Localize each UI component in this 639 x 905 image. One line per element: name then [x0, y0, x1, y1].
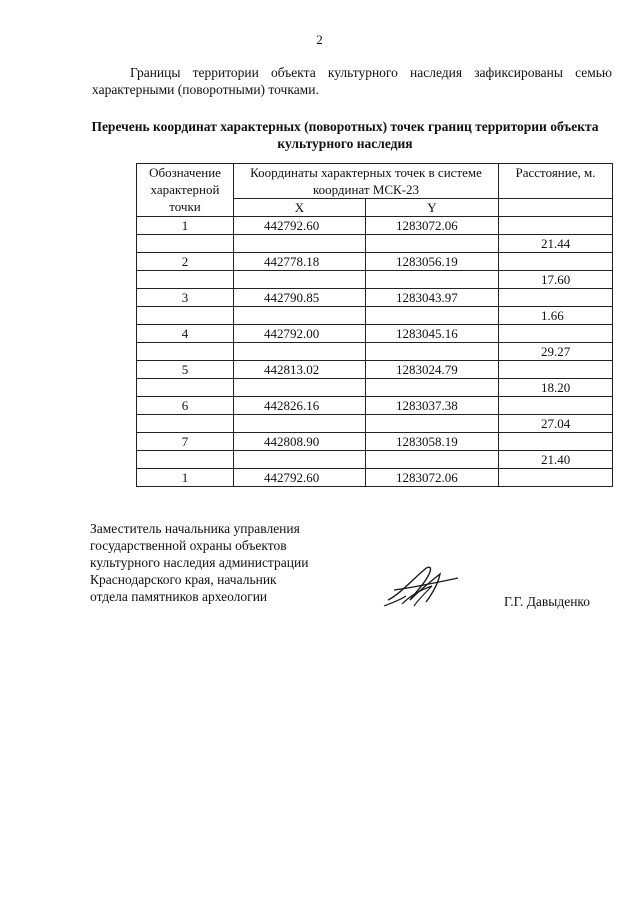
distance-cell [499, 361, 613, 379]
distance-cell: 27.04 [499, 415, 613, 433]
x-coordinate-cell: 442792.60 [234, 469, 366, 487]
point-cell: 6 [137, 397, 234, 415]
table-row [137, 235, 613, 253]
point-cell [137, 235, 234, 253]
point-cell [137, 307, 234, 325]
table-row [137, 379, 613, 397]
x-coordinate-cell: 442813.02 [234, 361, 366, 379]
x-coordinate-cell: 442778.18 [234, 253, 366, 271]
y-coordinate-cell: 1283043.97 [366, 289, 499, 307]
x-coordinate-cell [234, 415, 366, 433]
x-coordinate-cell: 442790.85 [234, 289, 366, 307]
x-coordinate-cell [234, 451, 366, 469]
y-coordinate-cell: 1283058.19 [366, 433, 499, 451]
handwritten-signature [380, 560, 470, 608]
distance-cell [499, 397, 613, 415]
x-coordinate-cell: 442826.16 [234, 397, 366, 415]
y-coordinate-cell: 1283037.38 [366, 397, 499, 415]
distance-cell [499, 289, 613, 307]
y-coordinate-cell [366, 379, 499, 397]
distance-cell: 17.60 [499, 271, 613, 289]
table-row [137, 307, 613, 325]
header-distance-empty [499, 199, 613, 217]
header-point-designation: Обозначение характерной точки [137, 164, 234, 217]
intro-paragraph: Границы территории объекта культурного наследия зафиксированы семью характерными (поворотными) точками. [92, 65, 612, 97]
x-coordinate-cell: 442808.90 [234, 433, 366, 451]
y-coordinate-cell [366, 235, 499, 253]
distance-cell: 21.40 [499, 451, 613, 469]
table-row [137, 415, 613, 433]
table-heading: Перечень координат характерных (поворотных) точек границ территории объекта культурного наследия [91, 119, 599, 151]
point-cell: 2 [137, 253, 234, 271]
y-coordinate-cell [366, 415, 499, 433]
x-coordinate-cell [234, 307, 366, 325]
distance-cell [499, 469, 613, 487]
table-row [137, 253, 613, 271]
y-coordinate-cell: 1283072.06 [366, 217, 499, 235]
point-cell [137, 343, 234, 361]
x-coordinate-cell [234, 379, 366, 397]
point-cell [137, 379, 234, 397]
table-row [137, 433, 613, 451]
table-row [137, 325, 613, 343]
y-coordinate-cell: 1283045.16 [366, 325, 499, 343]
signature-line: Заместитель начальника управления [90, 521, 300, 536]
x-coordinate-cell: 442792.00 [234, 325, 366, 343]
y-coordinate-cell: 1283072.06 [366, 469, 499, 487]
y-coordinate-cell [366, 451, 499, 469]
header-coordinates: Координаты характерных точек в системе координат МСК-23 [234, 164, 499, 199]
y-coordinate-cell [366, 271, 499, 289]
point-cell [137, 271, 234, 289]
table-row [137, 217, 613, 235]
table-row [137, 469, 613, 487]
distance-cell: 29.27 [499, 343, 613, 361]
distance-cell: 18.20 [499, 379, 613, 397]
point-cell [137, 451, 234, 469]
distance-cell [499, 253, 613, 271]
x-coordinate-cell: 442792.60 [234, 217, 366, 235]
point-cell: 1 [137, 217, 234, 235]
y-coordinate-cell [366, 307, 499, 325]
table-row [137, 397, 613, 415]
y-coordinate-cell [366, 343, 499, 361]
signer-name: Г.Г. Давыденко [504, 594, 591, 609]
page-number: 2 [316, 32, 323, 47]
signature-line: отдела памятников археологии [90, 589, 268, 604]
table-row [137, 361, 613, 379]
table-row [137, 289, 613, 307]
table-body [137, 217, 613, 487]
y-coordinate-cell: 1283056.19 [366, 253, 499, 271]
distance-cell [499, 325, 613, 343]
point-cell: 4 [137, 325, 234, 343]
point-cell: 5 [137, 361, 234, 379]
x-coordinate-cell [234, 271, 366, 289]
distance-cell: 1.66 [499, 307, 613, 325]
distance-cell [499, 433, 613, 451]
signature-line: Краснодарского края, начальник [90, 572, 277, 587]
header-distance: Расстояние, м. [499, 164, 613, 199]
signature-line: государственной охраны объектов [90, 538, 287, 553]
distance-cell: 21.44 [499, 235, 613, 253]
point-cell [137, 415, 234, 433]
x-coordinate-cell [234, 343, 366, 361]
y-coordinate-cell: 1283024.79 [366, 361, 499, 379]
coordinates-table [136, 163, 613, 487]
point-cell: 7 [137, 433, 234, 451]
signature-line: культурного наследия администрации [90, 555, 309, 570]
table-row [137, 271, 613, 289]
point-cell: 3 [137, 289, 234, 307]
distance-cell [499, 217, 613, 235]
signature-position-block [90, 520, 370, 605]
header-x: X [234, 199, 366, 217]
table-row [137, 343, 613, 361]
x-coordinate-cell [234, 235, 366, 253]
header-y: Y [366, 199, 499, 217]
table-row [137, 451, 613, 469]
point-cell: 1 [137, 469, 234, 487]
